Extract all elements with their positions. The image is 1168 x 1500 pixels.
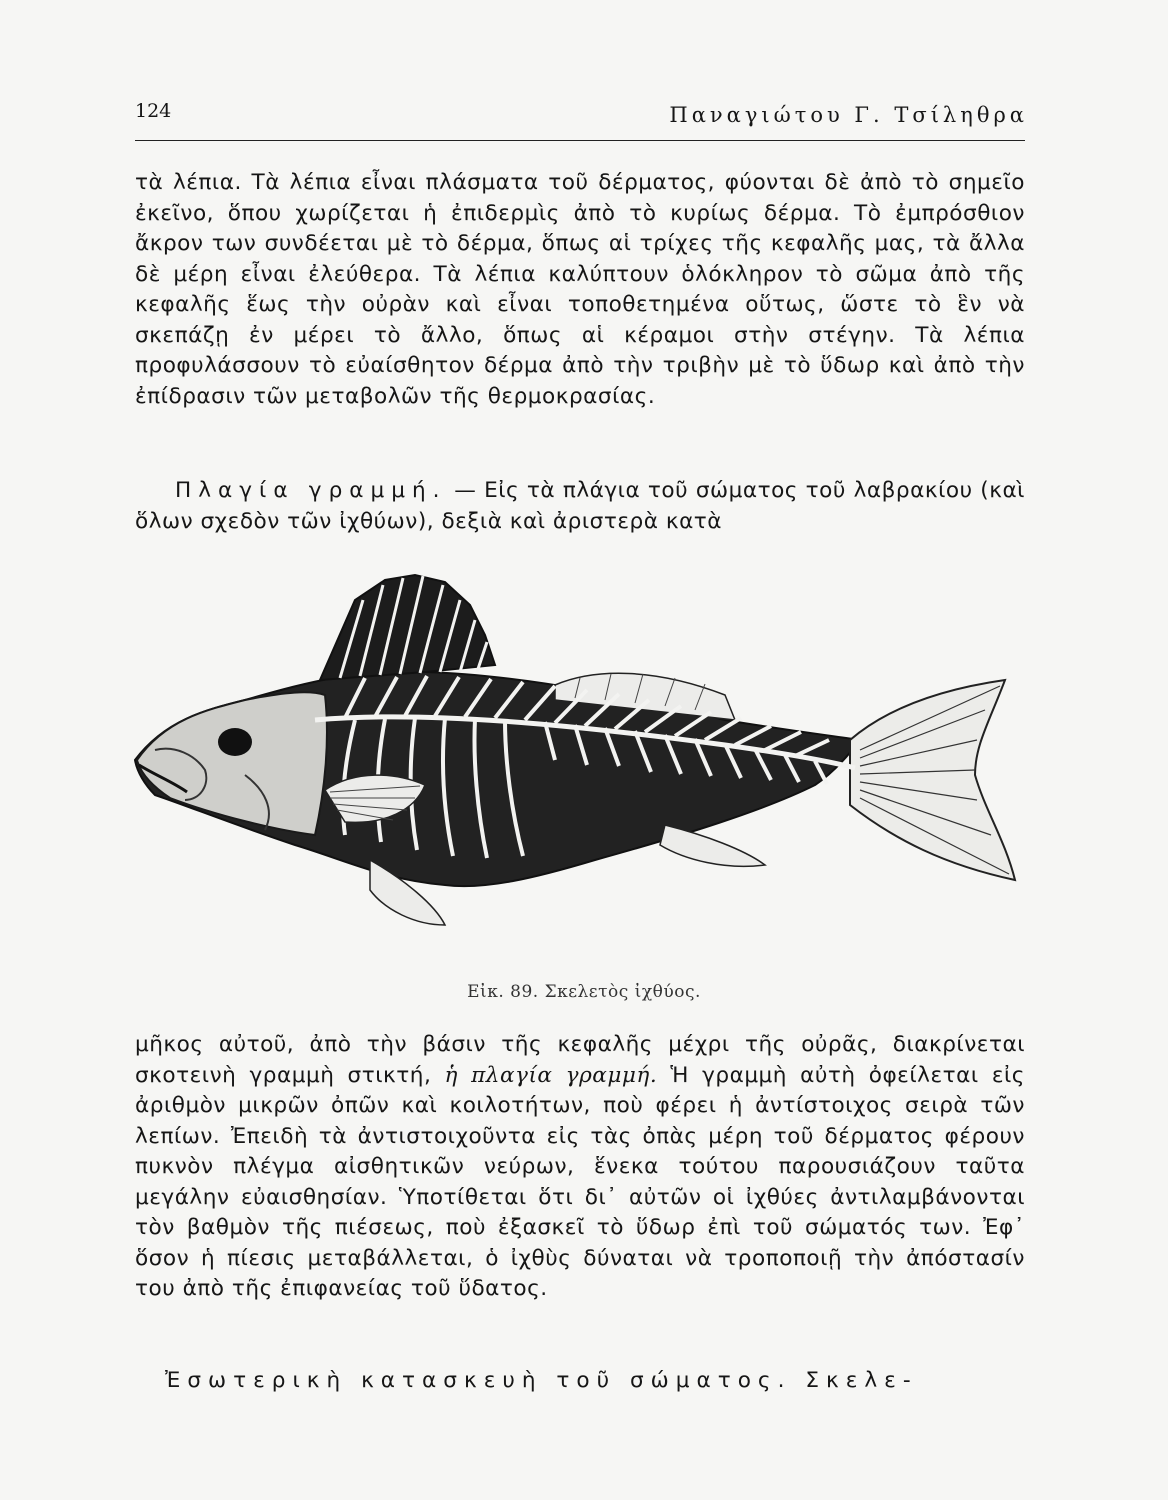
page-number: 124 <box>135 100 172 122</box>
paragraph-scales: τὰ λέπια. Τὰ λέπια εἶναι πλάσματα τοῦ δέρματος, φύονται δὲ ἀπὸ τὸ σημεῖο ἐκεῖνο, ὅπου χωρίζεται ἡ ἐπιδερμὶς ἀπὸ τὸ κυρίως δέρμα. Τὸ ἐμπρόσθιον ἄκρον των συνδέεται μὲ τὸ δέρμα, ὅπως αἱ τρίχες τῆς κεφαλῆς μας, τὰ ἄλλα δὲ μέρη εἶναι ἐλεύθερα. Τὰ λέπια καλύπτουν ὁλόκληρον τὸ σῶμα ἀπὸ τῆς κεφαλῆς ἕως τὴν οὐρὰν καὶ εἶναι τοποθετημένα οὕτως, ὥστε τὸ ἓν νὰ σκεπάζῃ ἐν μέρει τὸ ἄλλο, ὅπως αἱ κέραμοι στὴν στέγην. Τὰ λέπια προφυλάσσουν τὸ εὐαίσθητον δέρμα ἀπὸ τὴν τριβὴν μὲ τὸ ὕδωρ καὶ ἀπὸ τὴν ἐπίδρασιν τῶν μεταβολῶν τῆς θερμοκρασίας. <box>135 170 1025 409</box>
anal-fin <box>660 825 765 866</box>
fish-skeleton-illustration <box>125 560 1025 940</box>
paragraph-lateral-line <box>135 1030 1025 1305</box>
dorsal-fin <box>320 575 495 680</box>
section-heading-lateral-line: Πλαγία γραμμή. <box>175 478 447 503</box>
section-heading-internal-structure: Ἐσωτερικὴ κατασκευὴ τοῦ σώματος. Σκελε- <box>165 1368 918 1393</box>
fish-skeleton-figure <box>125 560 1025 940</box>
fish-head <box>137 692 327 835</box>
paragraph-internal-structure <box>135 1366 1025 1397</box>
paragraph-lateral-line-intro <box>135 476 1025 537</box>
fish-eye <box>218 728 252 756</box>
paragraph-text: μῆκος αὐτοῦ, ἀπὸ τὴν βάσιν τῆς κεφαλῆς μέχρι τῆς οὐρᾶς, διακρίνεται σκοτεινὴ γραμμὴ στικτή, <box>135 1032 1025 1088</box>
paragraph-text: Ἡ γραμμὴ αὐτὴ ὀφείλεται εἰς ἀριθμὸν μικρῶν ὀπῶν καὶ κοιλοτήτων, ποὺ φέρει ἡ ἀντίστοιχος σειρὰ τῶν λεπίων. Ἐπειδὴ τὰ ἀντιστοιχοῦντα εἰς τὰς ὀπὰς μέρη τοῦ δέρματος φέρουν πυκνὸν πλέγμα αἰσθητικῶν νεύρων, ἕνεκα τούτου παρουσιάζουν ταῦτα μεγάλην εὐαισθησίαν. Ὑποτίθεται ὅτι δι᾽ αὐτῶν οἱ ἰχθύες ἀντιλαμβάνονται τὸν βαθμὸν τῆς πιέσεως, ποὺ ἐξασκεῖ τὸ ὕδωρ ἐπὶ τοῦ σώματός των. Ἐφ᾽ ὅσον ἡ πίεσις μεταβάλλεται, ὁ ἰχθὺς δύναται νὰ τροποποιῇ τὴν ἀπόστασίν του ἀπὸ τῆς ἐπιφανείας τοῦ ὕδατος. <box>135 1062 1025 1301</box>
running-head: Παναγιώτου Γ. Τσίληθρα <box>669 103 1028 127</box>
header-rule <box>135 140 1025 141</box>
italic-term-lateral-line: ἡ πλαγία γραμμή. <box>444 1062 658 1088</box>
paragraph-text: — Εἰς τὰ πλάγια τοῦ σώματος τοῦ λαβρακίου (καὶ ὅλων σχεδὸν τῶν ἰχθύων), δεξιὰ καὶ ἀριστερὰ κατὰ <box>135 478 1025 534</box>
tail-fin <box>850 680 1015 880</box>
figure-caption: Εἰκ. 89. Σκελετὸς ἰχθύος. <box>467 982 701 1002</box>
